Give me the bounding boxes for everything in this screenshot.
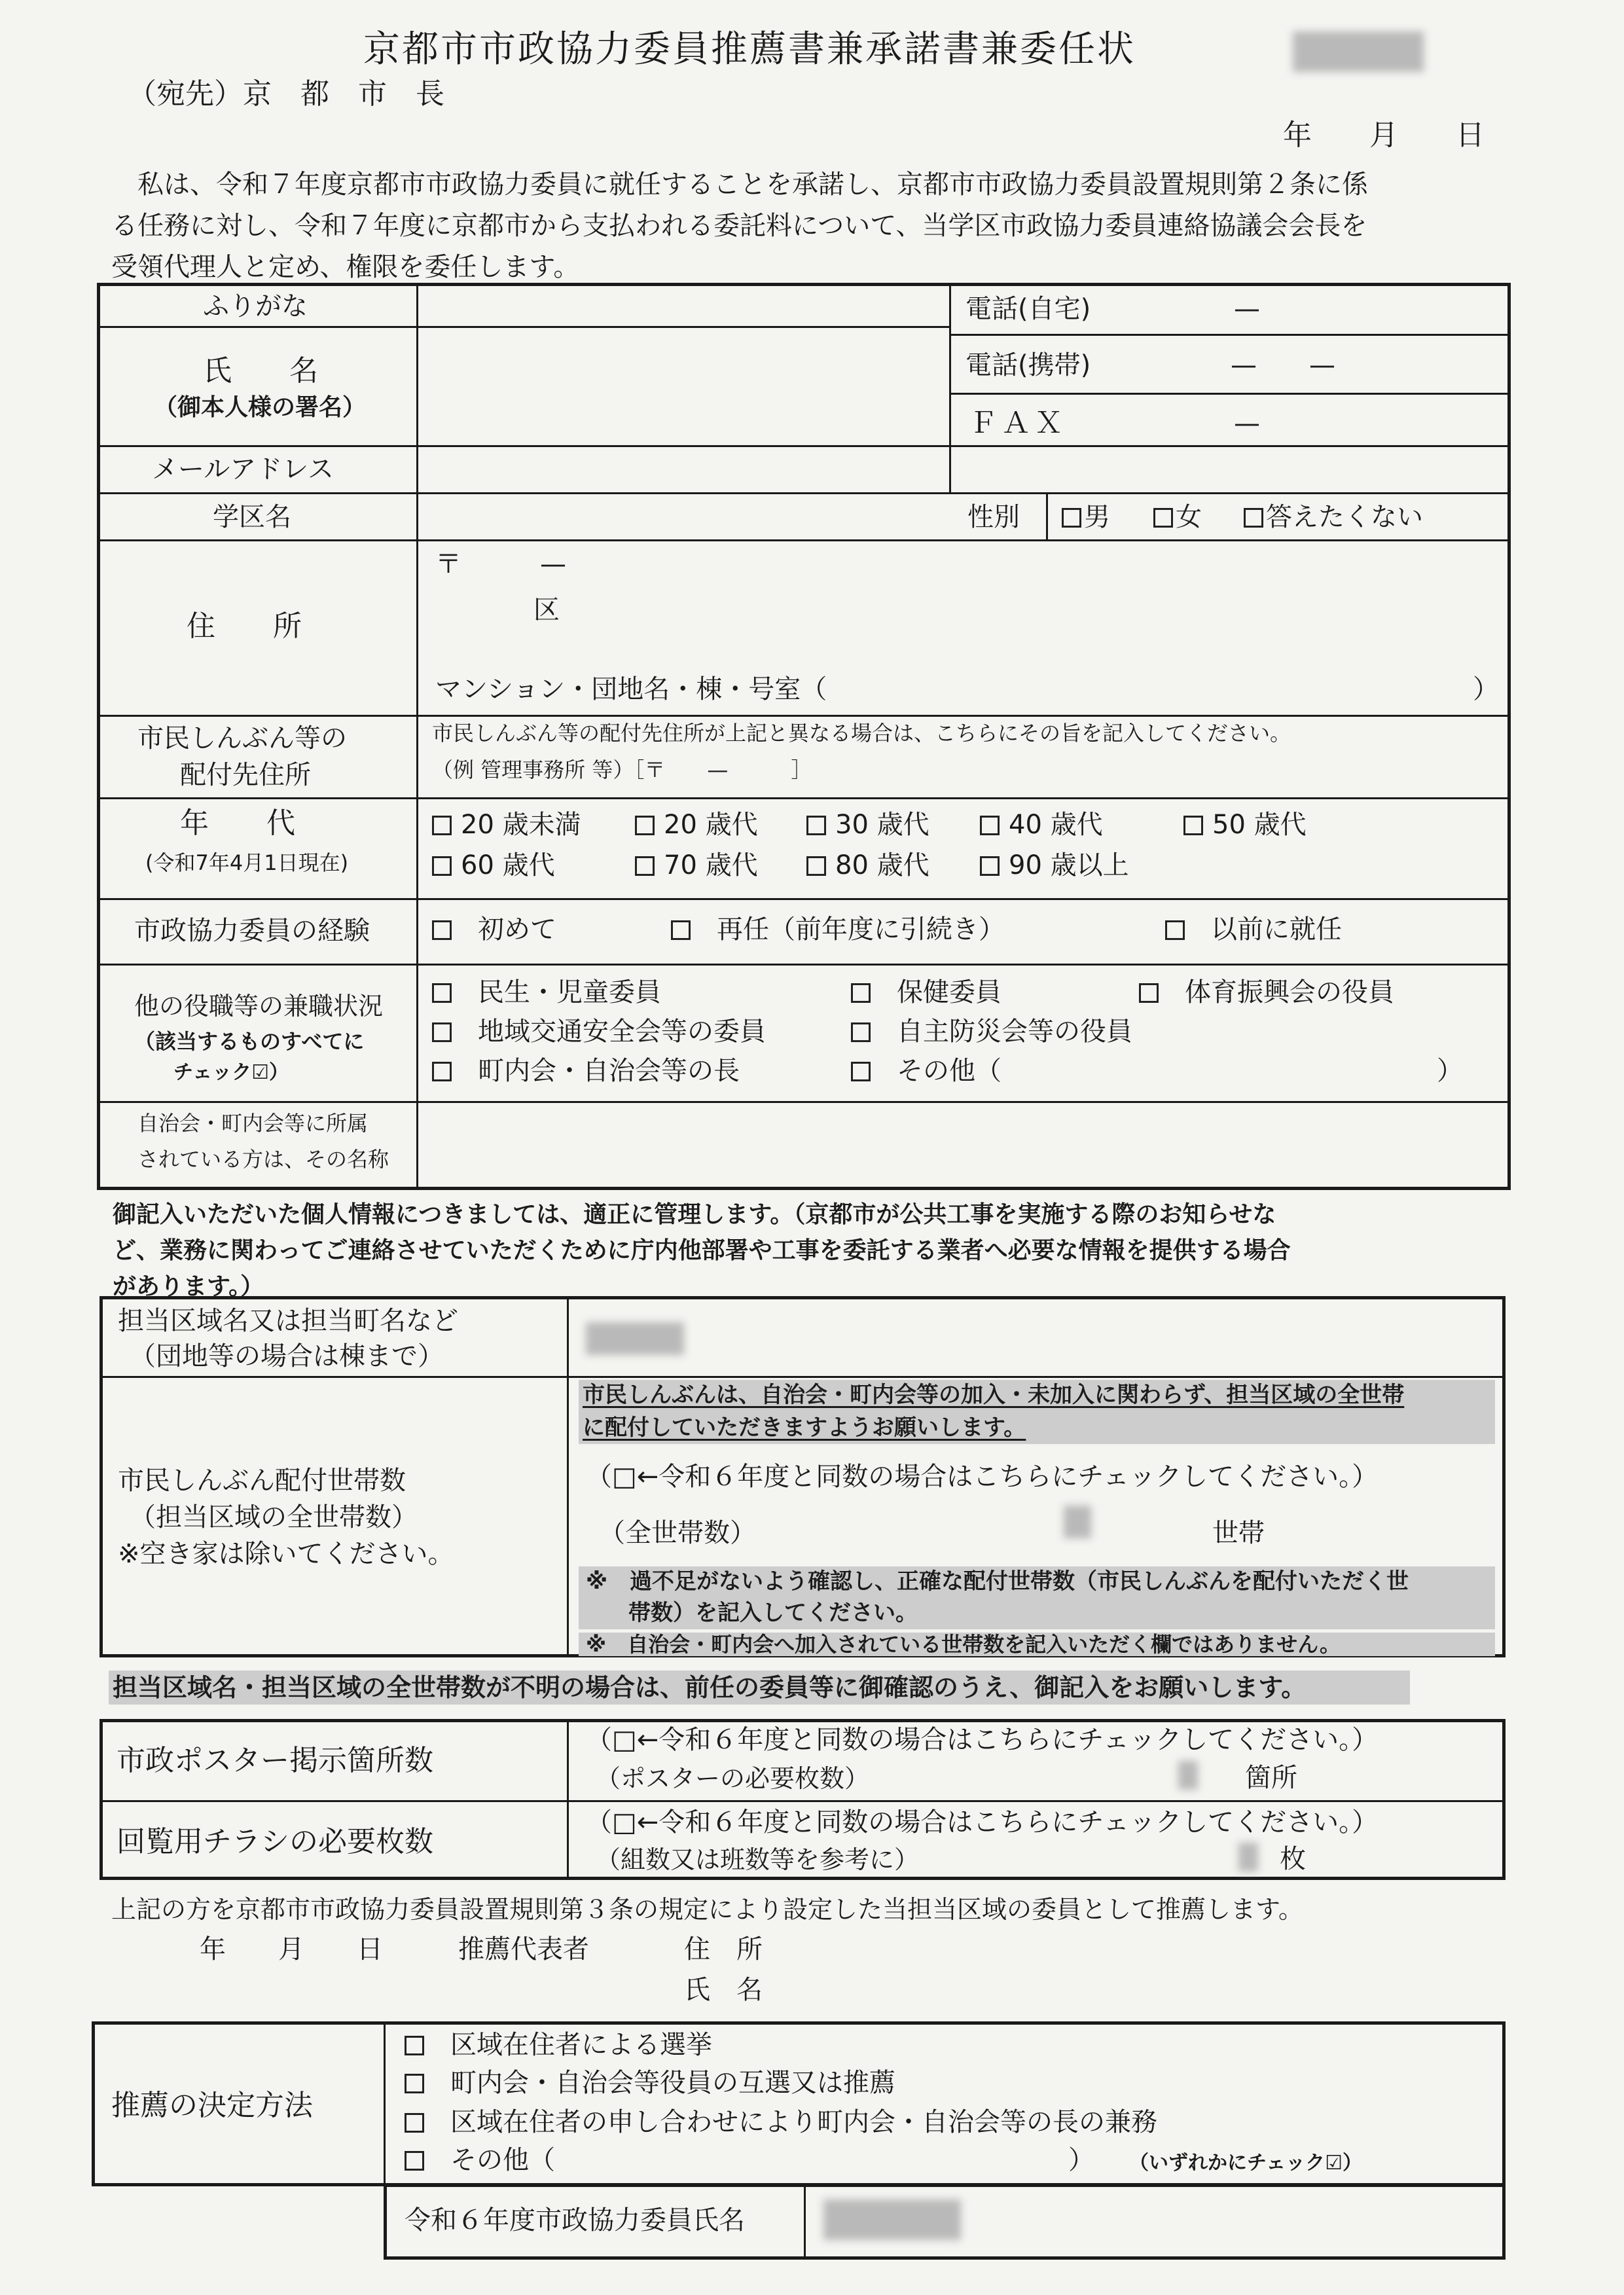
recommend-address-label: 住 所 (684, 1934, 763, 1964)
area-label-2: （団地等の場合は棟まで） (130, 1341, 444, 1371)
unknown-note: 担当区域名・担当区域の全世帯数が不明の場合は、前任の委員等に御確認のうえ、御記入をお願いします。 (113, 1673, 1307, 1702)
mansion-field[interactable] (871, 673, 1466, 708)
recommend-date: 年 月 日 (200, 1934, 383, 1964)
warning-line-1a: ※ 過不足がないよう確認し、正確な配付世帯数（市民しんぶんを配付いただく世 (586, 1568, 1409, 1595)
poster-label: 市政ポスター掲示箇所数 (117, 1744, 433, 1777)
gender-male-checkbox[interactable]: 男 (1062, 504, 1110, 530)
exp-first-time-checkbox[interactable]: 初めて (432, 916, 556, 943)
school-district-label: 学区名 (213, 502, 291, 532)
hoken-iin-checkbox[interactable]: 保健委員 (851, 979, 1001, 1005)
privacy-line-1: 御記入いただいた個人情報につきましては、適正に管理します。（京都市が公共工事を実施する際のお知らせな (113, 1201, 1276, 1228)
privacy-line-2: ど、業務に関わってご連絡させていただくために庁内他部署や工事を委託する業者へ必要な情報を提供する場合 (113, 1237, 1291, 1264)
age-20s-checkbox[interactable]: 20 歳代 (635, 812, 758, 838)
other-position-close: ） (1437, 1056, 1463, 1086)
flyer-same-check[interactable]: （□←令和６年度と同数の場合はこちらにチェックしてください。） (586, 1807, 1379, 1837)
method-election-checkbox[interactable]: 区域在住者による選挙 (405, 2032, 712, 2058)
age-40s-checkbox[interactable]: 40 歳代 (980, 812, 1103, 838)
households-unit: 世帯 (1212, 1518, 1265, 1548)
name-note: （御本人様の署名） (154, 394, 367, 421)
addressee: （宛先）京 都 市 長 (128, 77, 444, 111)
furigana-label: ふりがな (203, 291, 308, 321)
notice-line-2: に配付していただきますようお願いします。 (583, 1415, 1026, 1441)
poster-need-label: （ポスターの必要枚数） (596, 1764, 870, 1793)
name-label: 氏 名 (203, 354, 318, 388)
delivery-note: 市民しんぶん等の配付先住所が上記と異なる場合は、こちらにその旨を記入してください。 (432, 721, 1291, 746)
flyer-unit: 枚 (1280, 1844, 1306, 1874)
area-label-1: 担当区域名又は担当町名など (118, 1306, 458, 1336)
age-90-plus-checkbox[interactable]: 90 歳以上 (980, 852, 1129, 878)
households-label-3: ※空き家は除いてください。 (118, 1539, 454, 1569)
name-field[interactable] (419, 329, 947, 443)
prev-member-label: 令和６年度市政協力委員氏名 (405, 2205, 745, 2235)
households-label-2: （担当区域の全世帯数） (130, 1502, 418, 1532)
association-label-2: されている方は、その名称 (137, 1147, 389, 1172)
fax-field[interactable]: — (1234, 408, 1260, 439)
warning-line-1b: 帯数）を記入してください。 (628, 1600, 918, 1626)
intro-line-3: 受領代理人と定め、権限を委任します。 (111, 252, 580, 282)
poster-same-check[interactable]: （□←令和６年度と同数の場合はこちらにチェックしてください。） (586, 1725, 1379, 1755)
kotsu-anzen-checkbox[interactable]: 地域交通安全会等の委員 (432, 1019, 766, 1045)
notice-line-1: 市民しんぶんは、自治会・町内会等の加入・未加入に関わらず、担当区域の全世帯 (583, 1382, 1405, 1408)
method-label: 推薦の決定方法 (111, 2089, 313, 2122)
other-positions-label-2: （該当するものすべてに (134, 1029, 365, 1054)
recommend-text: 上記の方を京都市市政協力委員設置規則第３条の規定により設定した当担当区域の委員として推薦します。 (111, 1895, 1303, 1924)
postal-code-field[interactable]: 〒 — (435, 549, 566, 579)
age-label: 年 代 (180, 806, 295, 840)
method-agreement-checkbox[interactable]: 区域在住者の申し合わせにより町内会・自治会等の長の兼務 (405, 2109, 1157, 2135)
furigana-field[interactable] (419, 285, 947, 323)
experience-label: 市政協力委員の経験 (134, 916, 370, 946)
age-60s-checkbox[interactable]: 60 歳代 (432, 852, 555, 878)
age-under-20-checkbox[interactable]: 20 歳未満 (432, 812, 581, 838)
intro-line-1: 私は、令和７年度京都市市政協力委員に就任することを承諾し、京都市市政協力委員設置規則第２条に係 (111, 170, 1368, 200)
redacted-flyer-count (1238, 1843, 1258, 1871)
flyer-need-label: （組数又は班数等を参考に） (596, 1845, 920, 1874)
delivery-example[interactable]: （例 管理事務所 等）［〒 — ］ (432, 757, 812, 782)
date-line: 年 月 日 (1283, 118, 1485, 152)
redacted-poster-count (1178, 1761, 1198, 1790)
gender-female-checkbox[interactable]: 女 (1153, 504, 1202, 530)
privacy-line-3: があります。） (113, 1273, 264, 1300)
redacted-prev-member-name (823, 2199, 961, 2240)
phone-mobile-label: 電話(携帯) (965, 350, 1091, 380)
area-name-field[interactable] (569, 1299, 1503, 1373)
recommend-name-label: 氏 名 (684, 1975, 763, 2005)
age-80s-checkbox[interactable]: 80 歳代 (806, 852, 929, 878)
age-note: (令和7年4月1日現在) (145, 850, 349, 875)
other-position-checkbox[interactable]: その他（ (851, 1058, 1001, 1084)
exp-previously-checkbox[interactable]: 以前に就任 (1165, 916, 1342, 943)
age-70s-checkbox[interactable]: 70 歳代 (635, 852, 758, 878)
other-positions-label-3: チェック☑） (173, 1061, 289, 1084)
poster-unit: 箇所 (1245, 1763, 1297, 1793)
email-label: メールアドレス (152, 454, 334, 484)
ward-label: 区 (533, 595, 560, 625)
bosai-checkbox[interactable]: 自主防災会等の役員 (851, 1019, 1132, 1045)
association-label-1: 自治会・町内会等に所属 (137, 1111, 369, 1136)
exp-reappointed-checkbox[interactable]: 再任（前年度に引続き） (671, 916, 1005, 943)
redacted-id (1293, 31, 1424, 72)
delivery-label-1: 市民しんぶん等の (137, 723, 347, 753)
households-label-1: 市民しんぶん配付世帯数 (118, 1466, 406, 1496)
phone-home-label: 電話(自宅) (965, 294, 1091, 324)
method-other-checkbox[interactable]: その他（ (405, 2147, 555, 2173)
age-30s-checkbox[interactable]: 30 歳代 (806, 812, 929, 838)
intro-line-2: る任務に対し、令和７年度に京都市から支払われる委託料について、当学区市政協力委員連絡協議会会長を (111, 211, 1367, 241)
mansion-close: ） (1473, 674, 1499, 704)
total-households-label: （全世帯数） (599, 1518, 756, 1548)
flyer-label: 回覧用チラシの必要枚数 (117, 1825, 433, 1858)
chonaikai-cho-checkbox[interactable]: 町内会・自治会等の長 (432, 1058, 740, 1084)
fax-label: ＦＡＸ (969, 407, 1067, 440)
phone-mobile-field[interactable]: — — (1231, 350, 1335, 380)
gender-label: 性別 (967, 502, 1020, 532)
address-label: 住 所 (187, 609, 302, 643)
warning-line-2: ※ 自治会・町内会へ加入されている世帯数を記入いただく欄ではありません。 (586, 1632, 1341, 1657)
redacted-households (1064, 1506, 1091, 1538)
phone-home-field[interactable]: — (1234, 294, 1260, 324)
delivery-label-2: 配付先住所 (180, 760, 311, 790)
taiiku-checkbox[interactable]: 体育振興会の役員 (1139, 979, 1394, 1005)
mansion-label: マンション・団地名・棟・号室（ (435, 674, 827, 704)
association-name-field[interactable] (419, 1104, 1508, 1187)
document-title: 京都市市政協力委員推薦書兼承諾書兼委任状 (363, 28, 1136, 71)
minsei-iin-checkbox[interactable]: 民生・児童委員 (432, 979, 661, 1005)
school-district-field[interactable] (419, 495, 947, 537)
other-positions-label-1: 他の役職等の兼職状況 (134, 992, 384, 1021)
method-other-close: ） (1068, 2145, 1094, 2175)
method-hint: （いずれかにチェック☑） (1129, 2152, 1362, 2175)
gender-no-answer-checkbox[interactable]: 答えたくない (1244, 504, 1423, 530)
recommend-rep-label: 推薦代表者 (458, 1934, 589, 1964)
age-50s-checkbox[interactable]: 50 歳代 (1183, 812, 1307, 838)
households-same-check[interactable]: （□←令和６年度と同数の場合はこちらにチェックしてください。） (586, 1462, 1379, 1492)
email-field[interactable] (419, 448, 1508, 490)
method-mutual-checkbox[interactable]: 町内会・自治会等役員の互選又は推薦 (405, 2070, 895, 2096)
